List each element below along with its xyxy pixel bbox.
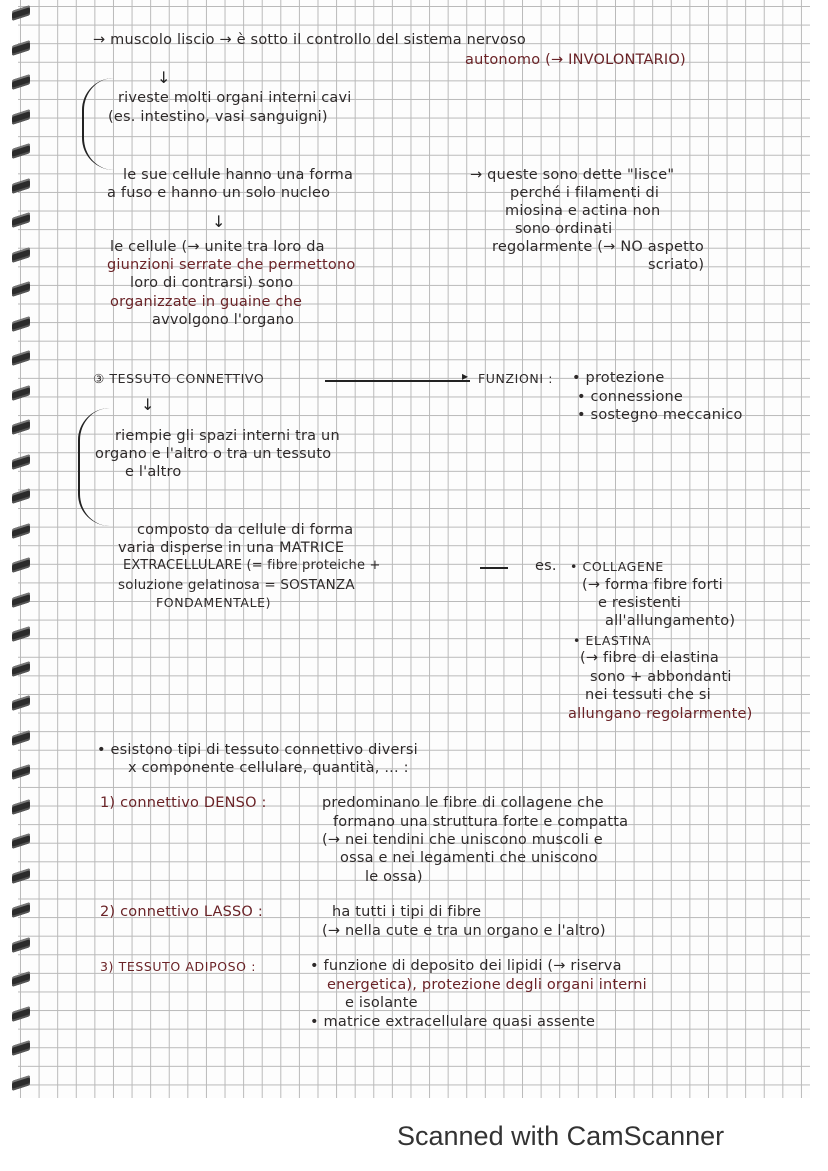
spiral-ring-icon <box>12 74 30 90</box>
spiral-ring-icon <box>12 833 30 849</box>
spiral-ring-icon <box>12 1075 30 1091</box>
spiral-ring-icon <box>12 902 30 918</box>
note-line: → muscolo liscio → è sotto il controllo del sistema nervoso <box>93 32 526 48</box>
spiral-ring-icon <box>12 212 30 228</box>
note-line: autonomo (→ INVOLONTARIO) <box>465 52 686 68</box>
example-item: • COLLAGENE <box>570 559 664 574</box>
spiral-ring-icon <box>12 5 30 21</box>
note-line: ha tutti i tipi di fibre <box>332 904 482 920</box>
spiral-ring-icon <box>12 592 30 608</box>
note-line: energetica), protezione degli organi interni <box>327 977 647 993</box>
notebook-spiral <box>0 0 34 1098</box>
spiral-ring-icon <box>12 557 30 573</box>
funzioni-label: FUNZIONI : <box>478 371 554 386</box>
note-line: allungano regolarmente) <box>568 706 753 722</box>
spiral-ring-icon <box>12 488 30 504</box>
spiral-ring-icon <box>12 143 30 159</box>
note-line: x componente cellulare, quantità, ... : <box>128 760 409 776</box>
note-line: soluzione gelatinosa = SOSTANZA <box>118 577 355 593</box>
down-arrow-icon: ↓ <box>141 395 155 414</box>
spiral-ring-icon <box>12 1006 30 1022</box>
note-line: formano una struttura forte e compatta <box>333 814 629 830</box>
note-line: giunzioni serrate che permettono <box>107 257 356 273</box>
spiral-ring-icon <box>12 523 30 539</box>
spiral-ring-icon <box>12 281 30 297</box>
down-arrow-icon: ↓ <box>157 68 171 87</box>
spiral-ring-icon <box>12 661 30 677</box>
function-item: • sostegno meccanico <box>577 407 743 423</box>
arrowhead-icon: ▸ <box>462 369 469 383</box>
note-line: le sue cellule hanno una forma <box>123 167 354 183</box>
spiral-ring-icon <box>12 868 30 884</box>
spiral-ring-icon <box>12 316 30 332</box>
function-item: • connessione <box>577 389 684 405</box>
note-line: avvolgono l'organo <box>152 312 295 328</box>
note-line: EXTRACELLULARE (= fibre proteiche + <box>123 558 381 573</box>
note-line: • matrice extracellulare quasi assente <box>310 1014 596 1030</box>
note-line: e l'altro <box>125 464 182 480</box>
example-item: • ELASTINA <box>573 633 652 648</box>
note-line: organizzate in guaine che <box>110 294 303 310</box>
spiral-ring-icon <box>12 454 30 470</box>
spiral-ring-icon <box>12 695 30 711</box>
scanner-watermark: Scanned with CamScanner <box>397 1121 725 1151</box>
spiral-ring-icon <box>12 350 30 366</box>
right-arrow-icon <box>325 380 470 382</box>
spiral-ring-icon <box>12 419 30 435</box>
note-line: • funzione di deposito dei lipidi (→ riserva <box>310 958 622 974</box>
note-line: • esistono tipi di tessuto connettivo diversi <box>97 742 418 758</box>
note-line: (→ fibre di elastina <box>580 650 719 666</box>
function-item: • protezione <box>572 370 665 386</box>
bracket-arrow-icon <box>78 408 110 526</box>
spiral-ring-icon <box>12 247 30 263</box>
note-line: sono + abbondanti <box>590 669 732 685</box>
note-line: ossa e nei legamenti che uniscono <box>340 850 598 866</box>
spiral-ring-icon <box>12 40 30 56</box>
note-line: composto da cellule di forma <box>137 522 354 538</box>
spiral-ring-icon <box>12 385 30 401</box>
note-line: nei tessuti che si <box>585 687 711 703</box>
note-line: → queste sono dette "lisce" <box>470 167 675 183</box>
note-line: (→ nella cute e tra un organo e l'altro) <box>322 923 606 939</box>
note-line: (→ forma fibre forti <box>582 577 723 593</box>
note-line: organo e l'altro o tra un tessuto <box>95 446 332 462</box>
section-heading: ③ TESSUTO CONNETTIVO <box>93 371 265 386</box>
note-line: (→ nei tendini che uniscono muscoli e <box>322 832 603 848</box>
note-line: scriato) <box>648 257 705 273</box>
note-line: regolarmente (→ NO aspetto <box>492 239 705 255</box>
note-line: predominano le fibre di collagene che <box>322 795 604 811</box>
note-line: riempie gli spazi interni tra un <box>115 428 340 444</box>
spiral-ring-icon <box>12 799 30 815</box>
spiral-ring-icon <box>12 1040 30 1056</box>
note-line: loro di contrarsi) sono <box>130 275 294 291</box>
note-line: varia disperse in una MATRICE <box>118 540 345 556</box>
type-label: 1) connettivo DENSO : <box>100 795 267 811</box>
spiral-ring-icon <box>12 626 30 642</box>
note-line: e isolante <box>345 995 418 1011</box>
spiral-ring-icon <box>12 178 30 194</box>
down-arrow-icon: ↓ <box>212 212 226 231</box>
note-line: e resistenti <box>598 595 682 611</box>
note-line: miosina e actina non <box>505 203 661 219</box>
spiral-ring-icon <box>12 109 30 125</box>
spiral-ring-icon <box>12 730 30 746</box>
spiral-ring-icon <box>12 764 30 780</box>
note-line: all'allungamento) <box>605 613 736 629</box>
spiral-ring-icon <box>12 937 30 953</box>
note-line: FONDAMENTALE) <box>156 595 272 610</box>
spiral-ring-icon <box>12 971 30 987</box>
note-line: le ossa) <box>365 869 423 885</box>
note-line: riveste molti organi interni cavi <box>118 90 352 106</box>
note-line: perché i filamenti di <box>510 185 660 201</box>
note-line: le cellule (→ unite tra loro da <box>110 239 325 255</box>
note-line: es. <box>535 558 557 574</box>
note-line: (es. intestino, vasi sanguigni) <box>108 109 328 125</box>
type-label: 3) TESSUTO ADIPOSO : <box>100 959 257 974</box>
type-label: 2) connettivo LASSO : <box>100 904 263 920</box>
note-line: a fuso e hanno un solo nucleo <box>107 185 331 201</box>
right-arrow-icon <box>480 567 508 569</box>
note-line: sono ordinati <box>515 221 613 237</box>
